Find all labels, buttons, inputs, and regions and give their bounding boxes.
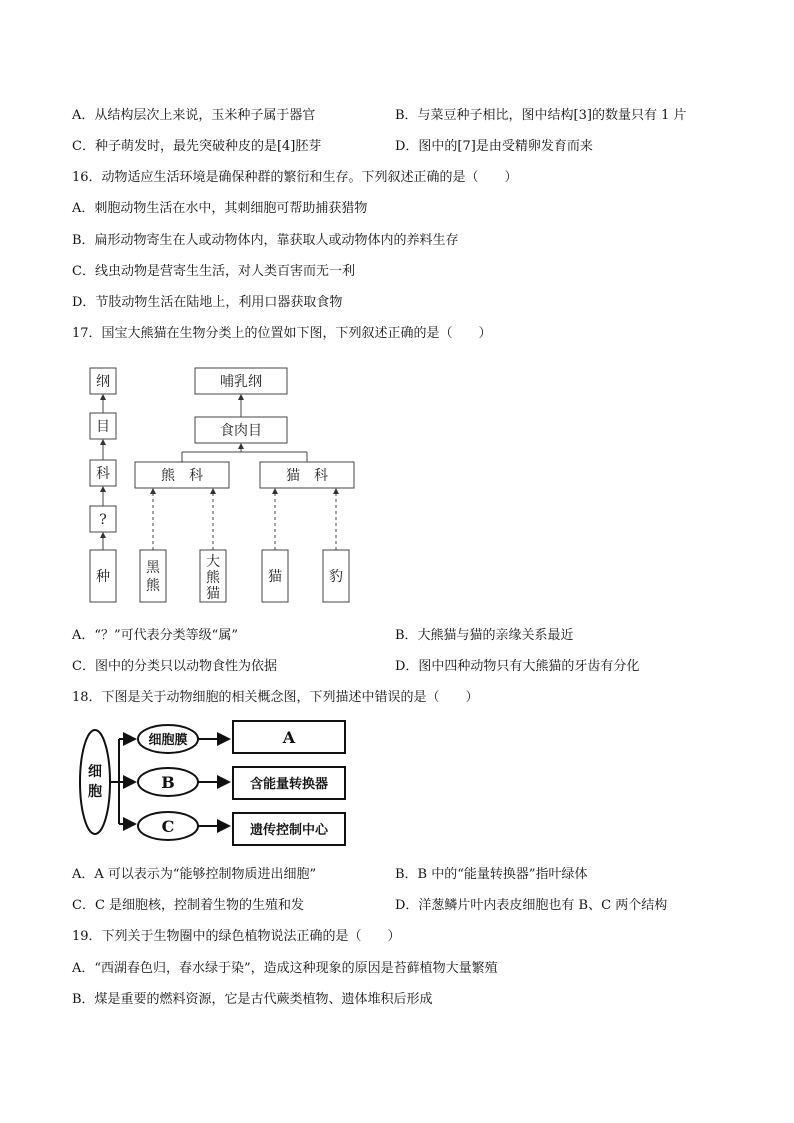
label-panda-2: 熊: [206, 570, 220, 586]
box-black-bear: [140, 550, 166, 602]
label-black-bear-1: 黑: [146, 560, 160, 576]
label-question: ?: [99, 512, 107, 528]
label-panda-1: 大: [206, 554, 220, 570]
q18-option-c: C．C 是细胞核，控制着生物的生殖和发: [72, 898, 305, 913]
cell-concept-diagram: [75, 714, 355, 854]
q19-stem: 19．下列关于生物圈中的绿色植物说法正确的是（ ）: [72, 929, 401, 944]
q18-option-a: A．A 可以表示为“能够控制物质进出细胞”: [72, 867, 317, 882]
q16-option-a: A．刺胞动物生活在水中，其刺细胞可帮助捕获猎物: [72, 201, 368, 216]
energy-label: 含能量转换器: [249, 777, 329, 792]
classification-diagram: [80, 360, 370, 610]
label-zhong: 种: [96, 569, 110, 585]
c-label: C: [161, 817, 175, 836]
q16-option-c: C．线虫动物是营寄生生活，对人类百害而无一利: [72, 264, 355, 279]
label-ke: 科: [96, 466, 110, 482]
label-gang: 纲: [96, 374, 110, 390]
q15-option-a: A．从结构层次上来说，玉米种子属于器官: [72, 108, 316, 123]
label-black-bear-2: 熊: [146, 578, 160, 594]
cell-ellipse: [80, 730, 110, 834]
q19-option-a: A．“西湖春色归，春水绿于染”，造成这种现象的原因是苔藓植物大量繁殖: [72, 961, 498, 976]
q17-option-a: A．“？”可代表分类等级“属”: [72, 628, 238, 643]
label-mammalia: 哺乳纲: [220, 374, 262, 390]
q18-option-b: B．B 中的“能量转换器”指叶绿体: [395, 867, 588, 882]
label-cat: 猫: [268, 569, 282, 585]
label-leopard: 豹: [329, 569, 343, 585]
label-ursidae: 熊 科: [161, 468, 203, 484]
a-label: A: [282, 728, 296, 747]
q15-option-b: B．与菜豆种子相比，图中结构[3]的数量只有 1 片: [395, 108, 687, 123]
cell-label-1: 细: [88, 764, 102, 780]
label-panda-3: 猫: [206, 586, 220, 602]
q19-option-b: B．煤是重要的燃料资源，它是古代蕨类植物、遗体堆积后形成: [72, 992, 433, 1007]
q17-option-d: D．图中四种动物只有大熊猫的牙齿有分化: [395, 659, 640, 674]
label-carnivora: 食肉目: [220, 423, 262, 439]
q15-option-d: D．图中的[7]是由受精卵发育而来: [395, 139, 593, 154]
q17-option-c: C．图中的分类只以动物食性为依据: [72, 659, 277, 674]
membrane-label: 细胞膜: [148, 733, 188, 748]
b-label: B: [161, 773, 175, 792]
label-mu: 目: [96, 419, 110, 435]
q16-option-d: D．节肢动物生活在陆地上，利用口器获取食物: [72, 295, 343, 310]
q17-stem: 17．国宝大熊猫在生物分类上的位置如下图，下列叙述正确的是（ ）: [72, 326, 492, 341]
control-label: 遗传控制中心: [249, 823, 329, 838]
q16-option-b: B．扁形动物寄生在人或动物体内，靠获取人或动物体内的养料生存: [72, 233, 459, 248]
cell-label-2: 胞: [88, 784, 102, 800]
q16-stem: 16．动物适应生活环境是确保种群的繁衍和生存。下列叙述正确的是（ ）: [72, 170, 518, 185]
q18-stem: 18．下图是关于动物细胞的相关概念图，下列描述中错误的是（ ）: [72, 690, 479, 705]
q18-option-d: D．洋葱鳞片叶内表皮细胞也有 B、C 两个结构: [395, 898, 668, 913]
q15-option-c: C．种子萌发时，最先突破种皮的是[4]胚芽: [72, 139, 322, 154]
label-felidae: 猫 科: [286, 468, 328, 484]
q17-option-b: B．大熊猫与猫的亲缘关系最近: [395, 628, 574, 643]
